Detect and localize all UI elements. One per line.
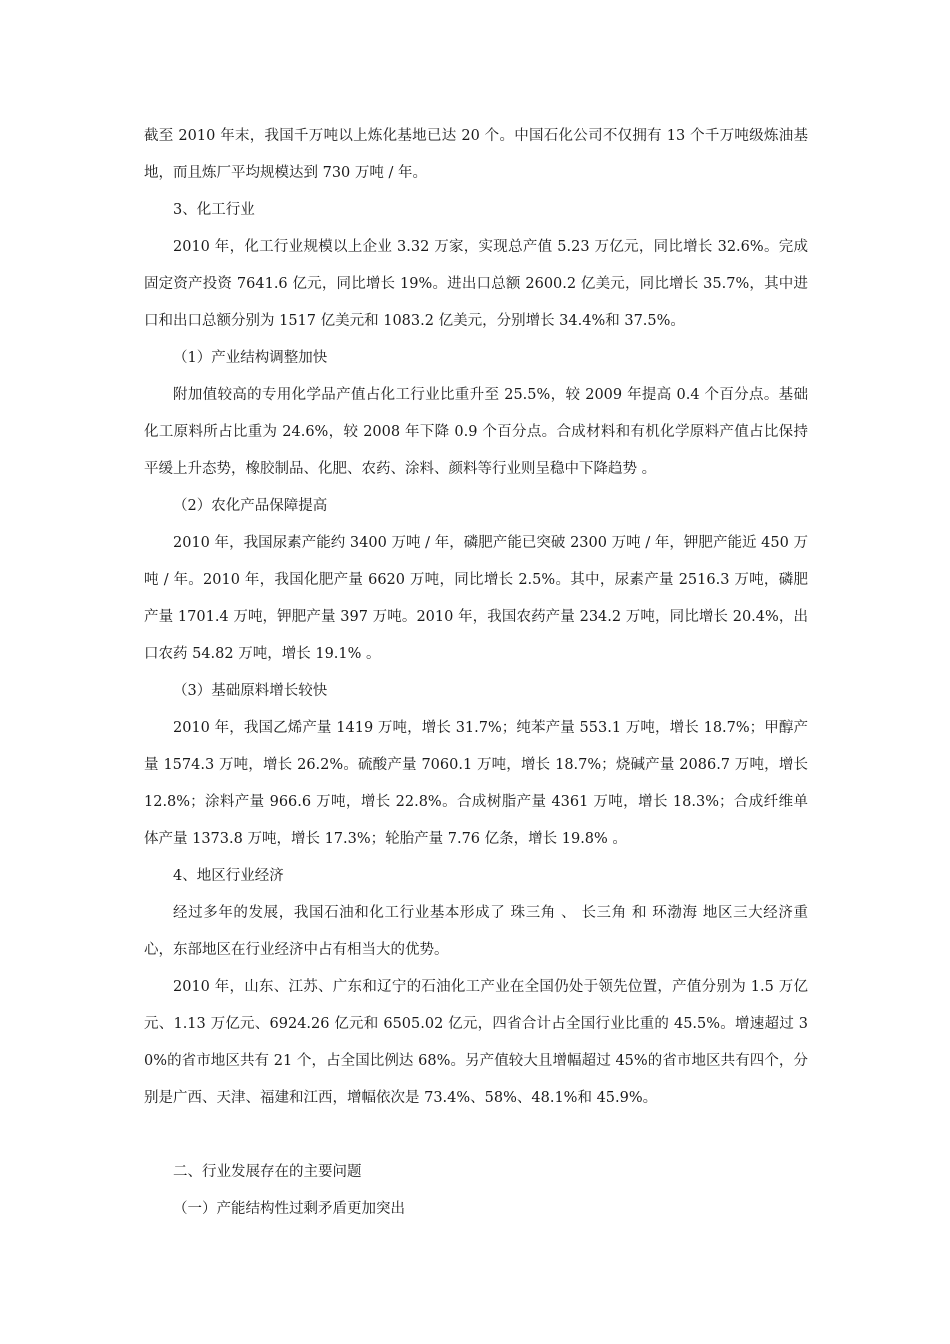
subheading-overcapacity: （一）产能结构性过剩矛盾更加突出 — [173, 1201, 405, 1217]
paragraph-structure-adjustment: 附加值较高的专用化学品产值占化工行业比重升至 25.5%，较 2009 年提高 0.4 个百分点。基础化工原料所占比重为 24.6%，较 2008 年下降 0.9 个百分点。合成材料和有机化学原料产值占比保持平缓上升态势，橡胶制品、化肥、农药、涂料、颜料等行业则呈稳中下降趋势 。 — [144, 387, 808, 477]
paragraph-refining-bases: 截至 2010 年末，我国千万吨以上炼化基地已达 20 个。中国石化公司不仅拥有 13 个千万吨级炼油基地，而且炼厂平均规模达到 730 万吨 / 年。 — [144, 128, 808, 181]
document-page — [144, 118, 808, 1228]
paragraph-chemical-overview: 2010 年，化工行业规模以上企业 3.32 万家，实现总产值 5.23 万亿元，同比增长 32.6%。完成固定资产投资 7641.6 亿元，同比增长 19%。进出口总额 2600.2 亿美元，同比增长 35.7%，其中进口和出口总额分别为 1517 亿美元和 1083.2 亿美元，分别增长 34.4%和 37.5%。 — [144, 239, 808, 329]
paragraph-basic-materials: 2010 年，我国乙烯产量 1419 万吨，增长 31.7%；纯苯产量 553.1 万吨，增长 18.7%；甲醇产量 1574.3 万吨，增长 26.2%。硫酸产量 7060.1 万吨，增长 18.7%；烧碱产量 2086.7 万吨，增长 12.8%；涂料产量 966.6 万吨，增长 22.8%。合成树脂产量 4361 万吨，增长 18.3%；合成纤维单体产量 1373.8 万吨，增长 17.3%；轮胎产量 7.76 亿条，增长 19.8% 。 — [144, 720, 808, 847]
subheading-agrochemical: （2）农化产品保障提高 — [173, 498, 328, 514]
subheading-structure-adjustment: （1）产业结构调整加快 — [173, 350, 328, 366]
blank-line — [144, 1117, 808, 1154]
paragraph-agrochemical: 2010 年，我国尿素产能约 3400 万吨 / 年，磷肥产能已突破 2300 万吨 / 年，钾肥产能近 450 万吨 / 年。2010 年，我国化肥产量 6620 万吨，同比增长 2.5%。其中，尿素产量 2516.3 万吨，磷肥产量 1701.4 万吨，钾肥产量 397 万吨。2010 年，我国农药产量 234.2 万吨，同比增长 20.4%，出口农药 54.82 万吨，增长 19.1% 。 — [144, 535, 808, 662]
section-heading-chemical-industry: 3、化工行业 — [173, 202, 255, 218]
subheading-basic-materials: （3）基础原料增长较快 — [173, 683, 328, 699]
paragraph-regional-centers: 经过多年的发展，我国石油和化工行业基本形成了 珠三角 、 长三角 和 环渤海 地区三大经济重心，东部地区在行业经济中占有相当大的优势。 — [144, 905, 808, 958]
section-heading-main-problems: 二、行业发展存在的主要问题 — [173, 1164, 362, 1180]
paragraph-regional-output: 2010 年，山东、江苏、广东和辽宁的石油化工产业在全国仍处于领先位置，产值分别为 1.5 万亿元、1.13 万亿元、6924.26 亿元和 6505.02 亿元，四省合计占全国行业比重的 45.5%。增速超过 30%的省市地区共有 21 个，占全国比例达 68%。另产值较大且增幅超过 45%的省市地区共有四个，分别是广西、天津、福建和江西，增幅依次是 73.4%、58%、48.1%和 45.9%。 — [144, 979, 808, 1106]
section-heading-regional-economy: 4、地区行业经济 — [173, 868, 284, 884]
